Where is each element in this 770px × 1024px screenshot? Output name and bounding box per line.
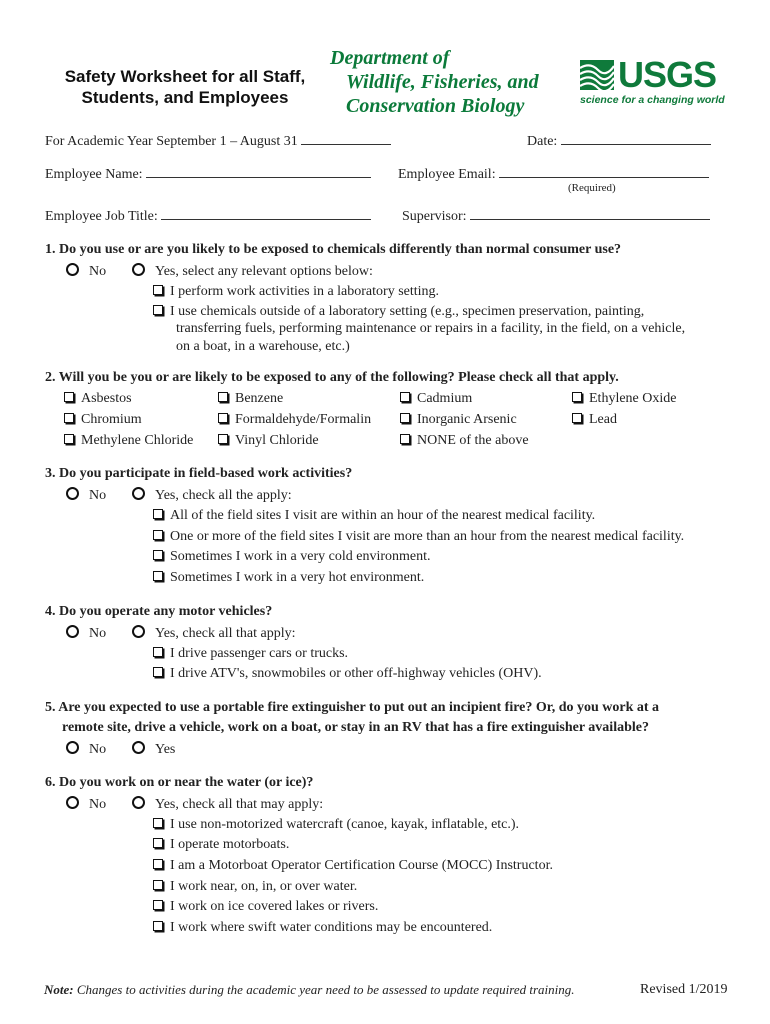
q6-option[interactable] [153, 817, 519, 833]
option-label: Sometimes I work in a very cold environment. [170, 549, 431, 564]
academic-year-label: For Academic Year September 1 – August 31 [45, 134, 298, 149]
employee-email-line[interactable] [499, 176, 709, 178]
q4-no-label: No [89, 626, 107, 641]
radio-icon[interactable] [132, 741, 145, 754]
radio-icon[interactable] [132, 487, 145, 500]
question-4: 4. Do you operate any motor vehicles? [45, 604, 273, 619]
checkbox-icon[interactable] [572, 392, 582, 402]
q2-option-chromium[interactable] [64, 412, 142, 428]
checkbox-icon[interactable] [218, 434, 228, 444]
title-line-2: Students, and Employees [81, 88, 289, 107]
question-3: 3. Do you participate in field-based work activities? [45, 466, 353, 481]
employee-email-label: Employee Email: [398, 167, 496, 182]
document-title [40, 66, 330, 108]
option-label: Lead [589, 412, 617, 427]
checkbox-icon[interactable] [153, 550, 163, 560]
q5-yes-label: Yes [155, 742, 176, 757]
usgs-logo [580, 54, 725, 112]
q1-option-continued: transferring fuels, performing maintenance or repairs in a facility, in the field, on a vehicle, [176, 321, 686, 336]
radio-icon[interactable] [132, 263, 145, 276]
q5-no-label: No [89, 742, 107, 757]
q5-no-option[interactable] [66, 741, 106, 758]
q2-option-formaldehyde[interactable] [218, 412, 371, 428]
checkbox-icon[interactable] [153, 647, 163, 657]
checkbox-icon[interactable] [153, 667, 163, 677]
q6-yes-label: Yes, check all that may apply: [155, 797, 324, 812]
option-label: I operate motorboats. [170, 837, 290, 852]
checkbox-icon[interactable] [153, 880, 163, 890]
q6-yes-option[interactable] [132, 796, 323, 813]
radio-icon[interactable] [66, 263, 79, 276]
radio-icon[interactable] [66, 487, 79, 500]
checkbox-icon[interactable] [153, 838, 163, 848]
question-1: 1. Do you use or are you likely to be exposed to chemicals differently than normal consumer use? [45, 242, 622, 257]
title-line-1: Safety Worksheet for all Staff, [64, 67, 306, 86]
academic-year-field [45, 134, 391, 150]
job-title-line[interactable] [161, 218, 371, 220]
option-label: I work where swift water conditions may be encountered. [170, 920, 493, 935]
supervisor-field [402, 209, 710, 225]
q2-option-methylene-chloride[interactable] [64, 433, 193, 449]
q3-yes-label: Yes, check all the apply: [155, 488, 292, 503]
q2-option-vinyl-chloride[interactable] [218, 433, 319, 449]
q1-yes-label: Yes, select any relevant options below: [155, 264, 373, 279]
q4-option[interactable] [153, 666, 542, 682]
q6-option[interactable] [153, 920, 492, 936]
option-label: Benzene [235, 391, 284, 406]
q4-yes-label: Yes, check all that apply: [155, 626, 296, 641]
option-label: Chromium [81, 412, 142, 427]
q1-no-option[interactable] [66, 263, 106, 280]
checkbox-icon[interactable] [400, 392, 410, 402]
question-6: 6. Do you work on or near the water (or ice)? [45, 775, 314, 790]
checkbox-icon[interactable] [400, 413, 410, 423]
question-5-line-2: remote site, drive a vehicle, work on a boat, or stay in an RV that has a fire extinguisher available? [62, 720, 649, 735]
academic-year-line[interactable] [301, 143, 391, 145]
q2-option-none[interactable] [400, 433, 529, 449]
checkbox-icon[interactable] [153, 859, 163, 869]
question-2: 2. Will you be you or are likely to be exposed to any of the following? Please check all that apply. [45, 370, 619, 385]
q3-option[interactable] [153, 529, 684, 545]
checkbox-icon[interactable] [153, 305, 163, 315]
option-label: I use non-motorized watercraft (canoe, kayak, inflatable, etc.). [170, 817, 520, 832]
checkbox-icon[interactable] [64, 413, 74, 423]
q1-yes-option[interactable] [132, 263, 373, 280]
q2-option-lead[interactable] [572, 412, 617, 428]
checkbox-icon[interactable] [64, 392, 74, 402]
option-label: Formaldehyde/Formalin [235, 412, 372, 427]
q3-option[interactable] [153, 570, 424, 586]
note-text: Changes to activities during the academic year need to be assessed to update required training. [76, 982, 575, 997]
q3-option[interactable] [153, 549, 431, 565]
q3-no-option[interactable] [66, 487, 106, 504]
radio-icon[interactable] [132, 796, 145, 809]
note-label: Note: [44, 982, 74, 997]
option-label: Asbestos [81, 391, 132, 406]
q3-no-label: No [89, 488, 107, 503]
dept-line-2: Wildlife, Fisheries, and [346, 71, 539, 93]
option-label: Inorganic Arsenic [417, 412, 517, 427]
checkbox-icon[interactable] [153, 530, 163, 540]
supervisor-label: Supervisor: [402, 209, 467, 224]
option-label: I use chemicals outside of a laboratory setting (e.g., specimen preservation, painting, [170, 304, 645, 319]
job-title-field [45, 209, 371, 225]
q5-yes-option[interactable] [132, 741, 175, 758]
logo-text: USGS [618, 54, 717, 95]
option-label: I work on ice covered lakes or rivers. [170, 899, 379, 914]
option-label: Methylene Chloride [81, 433, 194, 448]
q2-option-asbestos[interactable] [64, 391, 132, 407]
q2-option-ethylene-oxide[interactable] [572, 391, 676, 407]
q6-option[interactable] [153, 837, 289, 853]
q1-option[interactable] [153, 304, 644, 320]
checkbox-icon[interactable] [218, 413, 228, 423]
checkbox-icon[interactable] [64, 434, 74, 444]
option-label: Sometimes I work in a very hot environment. [170, 570, 425, 585]
q1-option-continued: on a boat, in a warehouse, etc.) [176, 339, 350, 354]
checkbox-icon[interactable] [153, 571, 163, 581]
option-label: NONE of the above [417, 433, 529, 448]
required-note: (Required) [568, 182, 616, 194]
option-label: I drive passenger cars or trucks. [170, 646, 349, 661]
q6-option[interactable] [153, 879, 357, 895]
q3-option[interactable] [153, 508, 595, 524]
checkbox-icon[interactable] [153, 509, 163, 519]
footer-note [44, 982, 575, 998]
q4-option[interactable] [153, 646, 348, 662]
q3-yes-option[interactable] [132, 487, 292, 504]
option-label: Ethylene Oxide [589, 391, 677, 406]
q6-option[interactable] [153, 858, 553, 874]
q6-option[interactable] [153, 899, 378, 915]
checkbox-icon[interactable] [153, 818, 163, 828]
radio-icon[interactable] [66, 741, 79, 754]
radio-icon[interactable] [66, 625, 79, 638]
option-label: I am a Motorboat Operator Certification Course (MOCC) Instructor. [170, 858, 553, 873]
q6-no-label: No [89, 797, 107, 812]
date-field [527, 134, 711, 150]
supervisor-line[interactable] [470, 218, 710, 220]
dept-line-3: Conservation Biology [346, 95, 525, 117]
q2-option-benzene[interactable] [218, 391, 283, 407]
employee-name-line[interactable] [146, 176, 371, 178]
checkbox-icon[interactable] [218, 392, 228, 402]
option-label: One or more of the field sites I visit are more than an hour from the nearest medical facility. [170, 529, 685, 544]
option-label: All of the field sites I visit are within an hour of the nearest medical facility. [170, 508, 596, 523]
option-label: I work near, on, in, or over water. [170, 879, 358, 894]
question-5-line-1: 5. Are you expected to use a portable fire extinguisher to put out an incipient fire? Or, do you work at a [45, 700, 660, 715]
checkbox-icon[interactable] [572, 413, 582, 423]
checkbox-icon[interactable] [153, 921, 163, 931]
employee-email-field [398, 167, 709, 183]
q1-option[interactable] [153, 284, 439, 300]
job-title-label: Employee Job Title: [45, 209, 158, 224]
revision-date: Revised 1/2019 [640, 982, 728, 997]
q2-option-cadmium[interactable] [400, 391, 472, 407]
option-label: Cadmium [417, 391, 473, 406]
date-label: Date: [527, 134, 558, 149]
employee-name-field [45, 167, 371, 183]
q6-no-option[interactable] [66, 796, 106, 813]
department-name [330, 46, 539, 118]
dept-line-1: Department of [330, 47, 450, 69]
employee-name-label: Employee Name: [45, 167, 143, 182]
option-label: Vinyl Chloride [235, 433, 319, 448]
q2-option-inorganic-arsenic[interactable] [400, 412, 517, 428]
q4-yes-option[interactable] [132, 625, 296, 642]
checkbox-icon[interactable] [400, 434, 410, 444]
option-label: I drive ATV's, snowmobiles or other off-highway vehicles (OHV). [170, 666, 542, 681]
option-label: I perform work activities in a laboratory setting. [170, 284, 440, 299]
radio-icon[interactable] [132, 625, 145, 638]
checkbox-icon[interactable] [153, 900, 163, 910]
q4-no-option[interactable] [66, 625, 106, 642]
date-line[interactable] [561, 143, 711, 145]
q1-no-label: No [89, 264, 107, 279]
radio-icon[interactable] [66, 796, 79, 809]
checkbox-icon[interactable] [153, 285, 163, 295]
logo-tagline: science for a changing world [580, 94, 725, 106]
